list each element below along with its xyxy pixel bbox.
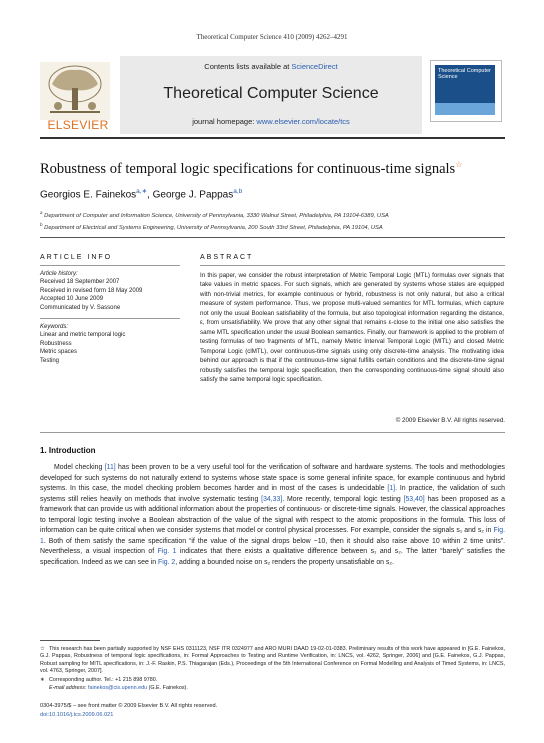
journal-cover	[430, 60, 502, 122]
author-separator: ,	[147, 189, 153, 201]
intro-text-run: indicates that there exists a qualitative difference between s₁ and s₂. The latter “barely” satisfies the specification. Indeed as we can see in	[40, 548, 505, 566]
header-rule	[40, 137, 505, 139]
authors	[40, 187, 510, 200]
intro-text-run: . In practice, the validation of such systems still relies heavily on methods that involve systematic testing	[40, 485, 506, 503]
article-title-text: Robustness of temporal logic specifications for continuous-time signals	[40, 160, 456, 177]
intro-text-run: , adding a bounded noise on s₂ renders the property unsatisfiable on s₂.	[175, 558, 394, 566]
contents-prefix: Contents lists available at	[204, 62, 292, 71]
homepage-link[interactable]: www.elsevier.com/locate/tcs	[256, 117, 350, 126]
title-rule	[40, 237, 505, 238]
abstract-rule	[200, 265, 505, 266]
email-link[interactable]: fainekos@cis.upenn.edu	[87, 685, 148, 691]
footnote-funding-text: This research has been partially supported by NSF EHS 0311123, NSF ITR 0324977 and ARO MURI DAAD 19-02-01-0383. Preliminary results of this work have appeared in [G.E. Fainekos, G.J. Pappas, Robustness of temporal logic specifications, in: Formal Approaches to Testing and Runtime Verification, in: LNCS, vol. 4262, Springer, 2006] and [G.E. Fainekos, G.J. Pappas, Robust sampling for MITL specifications, in: J.-F. Raskin, P.S. Thiagarajan (Eds.), Proceedings of the 5th International Conference on Formal Modelling and Analysis of Timed Systems, in: LNCS, vol. 4763, Springer, 2007].	[40, 646, 505, 675]
affil-a-mark: a	[40, 210, 43, 215]
intro-text-run: . More recently, temporal logic testing	[282, 495, 404, 503]
citation-link[interactable]: Fig. 1	[40, 527, 505, 545]
affil-a-text: Department of Computer and Information Science, University of Pennsylvania, 3330 Walnut Street, Philadelphia, PA 19104-6389, USA	[42, 212, 389, 219]
footnote-rule	[40, 640, 100, 641]
introduction-heading: 1. Introduction	[40, 446, 96, 455]
homepage-prefix: journal homepage:	[192, 117, 257, 126]
intro-text-run: Model checking	[54, 464, 105, 471]
tree-logo-icon	[40, 62, 110, 120]
history-revised: Received in revised form 18 May 2009	[40, 287, 143, 294]
doi-link[interactable]: doi:10.1016/j.tcs.2009.06.021	[40, 712, 114, 718]
article-title	[40, 160, 510, 178]
keywords	[40, 323, 190, 365]
affiliation-b	[40, 222, 510, 231]
keyword-item: Testing	[40, 357, 60, 364]
history-label: Article history:	[40, 271, 78, 277]
journal-title: Theoretical Computer Science	[163, 85, 379, 102]
citation-link[interactable]: [11]	[104, 464, 116, 471]
keyword-item: Linear and metric temporal logic	[40, 332, 126, 339]
author-2: George J. Pappas	[152, 189, 234, 201]
author-2-affil[interactable]: a,b	[233, 188, 243, 195]
author-1-affil[interactable]: a,∗	[136, 188, 148, 195]
abstract-bottom-rule	[40, 432, 505, 433]
affil-b-mark: b	[40, 222, 43, 227]
cover-image	[435, 65, 495, 115]
footnote-funding	[40, 646, 505, 676]
keywords-label: Keywords:	[40, 324, 69, 330]
email-suffix: (G.E. Fainekos).	[147, 685, 188, 691]
email-label: E-mail address:	[49, 685, 88, 691]
running-head: Theoretical Computer Science 410 (2009) 4262–4291	[196, 33, 348, 41]
footnote-email	[40, 685, 505, 692]
intro-text-run: has been proposed as a framework that can provide us with additional information about the properties of continuous- or discrete-time signals. However, the classical approaches to temporal logic testing involve a Boolean abstraction of the value of the signal with respect to the atomic propositions in the formula. This loss of information can be quite critical when we consider systems that model or control physical processes. For example, consider the signals s₁ and s₂ in	[40, 495, 505, 534]
intro-text-run: . Both of them satisfy the same specification “if the value of the signal drops below −10, then it should also raise above 10 within 2 time units”. Nevertheless, a visual inspection of	[40, 537, 505, 555]
history-received: Received 18 September 2007	[40, 279, 120, 286]
cover-title: Theoretical Computer Science	[438, 68, 491, 80]
keyword-item: Robustness	[40, 340, 72, 347]
article-history	[40, 270, 190, 312]
intro-text-run: has been proven to be a very useful tool for the verification of software and hardware systems. The tools and methodologies developed for such systems do not naturally extend to systems whose state space is some general infinite space, for example continuous and hybrid systems. In this case, the model checking problem becomes harder and in most of the cases is undecidable	[40, 464, 505, 492]
title-footnote-mark[interactable]: ☆	[455, 160, 463, 169]
citation-link[interactable]: [1]	[387, 485, 396, 492]
contents-line	[120, 62, 422, 71]
abstract-text: In this paper, we consider the robust interpretation of Metric Temporal Logic (MTL) formulas over signals that take values in metric spaces. For such signals, which are generated by systems whose states are equipped with non-trivial metrics, for example continuous or hybrid, robustness is not only natural, but also a critical measure of system performance. Thus, we propose multi-valued semantics for MTL formulas, which capture not only the usual Boolean satisfiability of the formula, but also topological information regarding the distance, ε, from unsatisfiability. We prove that any other signal that remains ε-close to the initial one also satisfies the same MTL specification under the usual Boolean semantics. Finally, our framework is applied to the problem of testing formulas of two fragments of MTL, namely Metric Interval Temporal Logic (MITL) and closed Metric Temporal Logic (clMTL), over continuous-time signals using only discrete-time analysis. The motivating idea behind our approach is that if the continuous-time signal fulfills certain conditions and the discrete-time signal robustly satisfies the temporal logic specification, then the corresponding continuous-time signal should also satisfy the same temporal logic specification.	[200, 272, 504, 383]
footnote-corresponding-text: Corresponding author. Tel.: +1 215 898 9780.	[49, 677, 158, 683]
publisher-name: ELSEVIER	[47, 118, 109, 132]
footnote-corresponding-mark: ∗	[40, 677, 45, 683]
citation-link[interactable]: [34,33]	[261, 495, 283, 503]
history-accepted: Accepted 10 June 2009	[40, 296, 104, 303]
citation-link[interactable]: [53,40]	[403, 495, 425, 503]
affiliation-a	[40, 210, 510, 219]
article-info-rule	[40, 265, 180, 266]
author-1: Georgios E. Fainekos	[40, 189, 137, 201]
doi-line	[40, 712, 113, 718]
citation-link[interactable]: Fig. 1	[157, 548, 177, 555]
citation-link[interactable]: Fig. 2	[157, 558, 176, 566]
history-communicated: Communicated by V. Sassone	[40, 304, 121, 311]
issn-line: 0304-3975/$ – see front matter © 2009 Elsevier B.V. All rights reserved.	[40, 703, 218, 709]
introduction-text	[40, 463, 505, 568]
elsevier-tree-logo	[40, 62, 110, 120]
article-info-heading: ARTICLE INFO	[40, 254, 113, 261]
footnote-funding-mark: ☆	[40, 646, 45, 652]
sciencedirect-link[interactable]: ScienceDirect	[291, 62, 338, 71]
footnote-corresponding	[40, 677, 505, 684]
keyword-item: Metric spaces	[40, 349, 78, 356]
cover-stripe	[435, 103, 495, 115]
keywords-rule	[40, 318, 180, 319]
journal-homepage	[120, 117, 422, 126]
abstract-heading: ABSTRACT	[200, 254, 254, 261]
copyright: © 2009 Elsevier B.V. All rights reserved.	[395, 417, 505, 424]
affil-b-text: Department of Electrical and Systems Engineering, University of Pennsylvania, 200 South 33rd Street, Philadelphia, PA 19104, USA	[42, 224, 383, 231]
